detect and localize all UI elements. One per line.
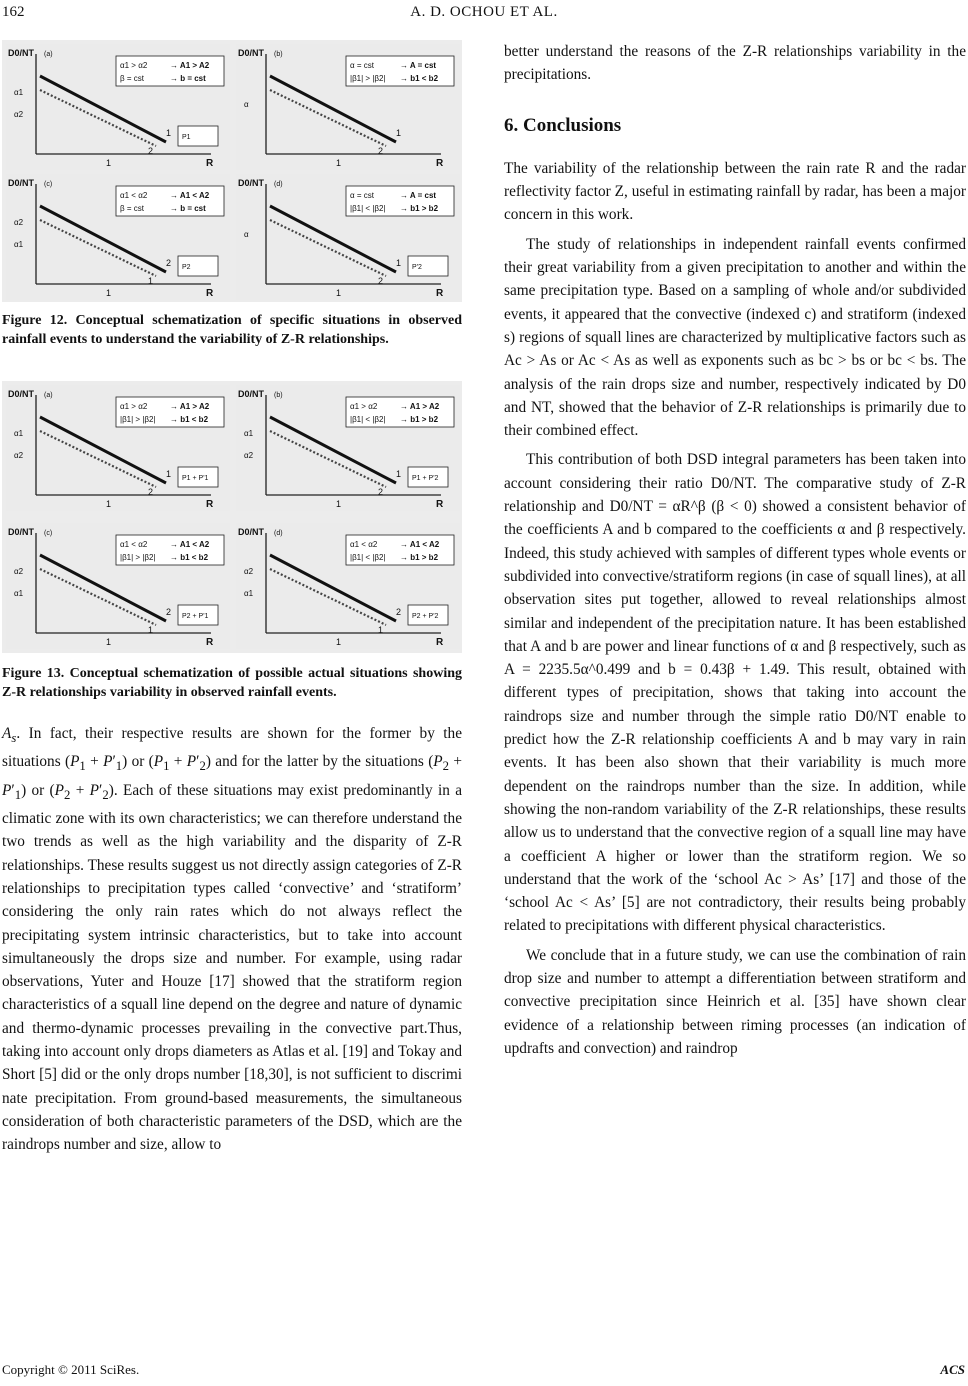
result-text: → b1 > b2 [400,553,439,562]
conclusions-paragraph-1: The variability of the relationship between the rain rate R and the radar reflectivity factor Z, useful in estimating rainfall by radar, has been a major concern in this work. [504,159,966,224]
result-text: → b = cst [170,74,206,83]
condition-text: α1 < α2 [350,540,378,549]
panel-tag: (d) [274,530,283,537]
condition-text: |β1| > |β2| [120,415,156,424]
line-label: 2 [148,146,154,156]
x-axis-label: R [436,158,444,169]
condition-text: α = cst [350,61,374,70]
condition-text: |β1| < |β2| [350,553,386,562]
relation-line-dotted [40,90,156,146]
panel-tag: (b) [274,51,283,58]
situation-label: P2 [182,264,191,271]
y-axis-label: D0/NT [238,527,265,537]
right-column [504,40,966,1060]
y-axis-label: D0/NT [238,48,265,58]
x-axis-label: R [206,637,214,648]
conclusions-paragraph-4: We conclude that in a future study, we can use the combination of rain drop size and number to attempt a differentiation between stratiform and convective precipitation since Heinrich et al. [35] have shown clear evidence of a relationship between riming processes (an indication of updrafts and convection) and raindrop [504,946,966,1057]
y-tick-label: α1 [244,429,254,438]
relation-line-dotted [270,90,386,146]
left-body-paragraph: $A_s$. In fact, their respective results are shown for the former by the situations $(P_1 + P'_1)$ or $(P_1 + P'_2)$ and for the latter by the situations $(P_2 + P'_1)$ or $(P_2 + P'_2)$. Each of these situations may exist predominantly in a climatic zone with its own characteristics; we can therefore understand the two trends as well as the high variability and the disparity of Z-R relationships. These results suggest us not directly assign categories of Z-R relationships to precipitation types called ‘convective’ and ‘stratiform’ considering the only rain rates which do not always reflect the precipitating system intrinsic characteristics, but to take into account simultaneously the drops size and number. For example, using radar observations, Yuter and Houze [17] showed that the stratiform region characteristics of a squall line depend on the degree and nature of dynamic and thermo-dynamic processes prevailing in the convective part.Thus, taking into account only drops diameters as Atlas et al. [19] and Tokay and Short [5] did or the only drops number [18,30], is not sufficient to discrimi nate precipitation. From ground-based measurements, the simultaneous consideration of both characteristic parameters of the DSD, which are the raindrops number and size, allow to [2,725,462,1154]
result-text: → A1 > A2 [400,402,440,411]
situation-label: P2 + P'1 [182,613,209,620]
y-tick-label: α1 [244,589,254,598]
result-text: → b1 > b2 [400,415,439,424]
figure-12-panel [236,44,460,170]
right-continuation-paragraph: better understand the reasons of the Z-R relationships variability in the precipitations. [504,43,966,84]
y-tick-label: α1 [14,88,24,97]
result-text: → b = cst [170,204,206,213]
figure-12-panel-svg [236,44,460,170]
condition-text: |β1| < |β2| [350,204,386,213]
line-label: 1 [148,625,154,635]
x-axis-label: R [206,158,214,169]
result-text: → b1 < b2 [170,553,209,562]
figure-13-panel [236,385,460,511]
result-text: → A = cst [400,191,437,200]
condition-text: α1 < α2 [120,191,148,200]
y-axis-label: D0/NT [8,48,35,58]
x-tick-label: 1 [336,288,342,298]
situation-label: P1 + P'1 [182,475,209,482]
condition-text: α1 > α2 [120,402,148,411]
result-text: → A1 < A2 [170,540,210,549]
condition-text: α1 > α2 [120,61,148,70]
figure-13-panel-svg [6,523,230,649]
figure-13-panel [6,523,230,649]
result-text: → b1 > b2 [400,204,439,213]
line-label: 1 [148,276,154,286]
x-axis-label: R [436,499,444,510]
condition-text: α = cst [350,191,374,200]
figure-12 [2,40,462,302]
panel-tag: (d) [274,181,283,188]
situation-label: P'2 [412,264,422,271]
line-label: 1 [396,258,402,268]
condition-text: β = cst [120,74,144,83]
y-tick-label: α [244,230,249,239]
x-tick-label: 1 [106,499,112,509]
relation-line-dotted [270,569,386,625]
relation-line-dotted [270,431,386,487]
line-label: 1 [166,469,172,479]
figure-13-panel [6,385,230,511]
figure-13 [2,381,462,653]
panel-tag: (a) [44,392,53,399]
figure-13-caption: Figure 13. Conceptual schematization of possible actual situations showing Z-R relationships variability in observed rainfall events. [2,666,463,700]
y-tick-label: α2 [14,451,24,460]
line-label: 1 [396,469,402,479]
figure-13-panel-svg [236,523,460,649]
y-axis-label: D0/NT [8,389,35,399]
result-text: → A1 < A2 [170,191,210,200]
panel-tag: (c) [44,530,53,537]
figure-13-panel [236,523,460,649]
situation-label: P1 + P'2 [412,475,439,482]
y-tick-label: α1 [14,589,24,598]
result-text: → b1 < b2 [170,415,209,424]
x-tick-label: 1 [106,637,112,647]
x-axis-label: R [206,288,214,299]
line-label: 1 [396,128,402,138]
figure-12-panel-svg [236,174,460,300]
condition-text: |β1| > |β2| [350,74,386,83]
running-header-authors: A. D. OCHOU ET AL. [410,4,558,20]
x-tick-label: 1 [336,637,342,647]
left-column [2,40,462,1156]
result-text: → A1 < A2 [400,540,440,549]
x-tick-label: 1 [106,288,112,298]
figure-12-panel-svg [6,44,230,170]
section-title-conclusions: 6. Conclusions [504,114,622,136]
panel-tag: (c) [44,181,53,188]
y-axis-label: D0/NT [238,178,265,188]
figure-12-panel-svg [6,174,230,300]
y-axis-label: D0/NT [8,527,35,537]
y-tick-label: α2 [14,110,24,119]
figure-12-panel [6,174,230,300]
panel-tag: (b) [274,392,283,399]
y-tick-label: α2 [244,451,254,460]
y-axis-label: D0/NT [8,178,35,188]
relation-line-dotted [270,220,386,276]
line-label: 2 [378,146,384,156]
line-label: 2 [166,258,172,268]
x-axis-label: R [436,288,444,299]
condition-text: β = cst [120,204,144,213]
y-tick-label: α [244,100,249,109]
relation-line-dotted [40,220,156,276]
result-text: → A = cst [400,61,437,70]
x-tick-label: 1 [336,158,342,168]
footer-journal: ACS [940,1362,965,1377]
figure-13-panel-svg [6,385,230,511]
x-tick-label: 1 [106,158,112,168]
relation-line-dotted [40,431,156,487]
line-label: 2 [396,607,402,617]
figure-12-caption: Figure 12. Conceptual schematization of specific situations in observed rainfall events to understand the variability of Z-R relationships. [2,313,463,347]
result-text: → b1 < b2 [400,74,439,83]
line-label: 2 [166,607,172,617]
y-tick-label: α2 [244,567,254,576]
y-tick-label: α2 [14,567,24,576]
line-label: 2 [378,276,384,286]
situation-label: P2 + P'2 [412,613,439,620]
condition-text: α1 > α2 [350,402,378,411]
conclusions-paragraph-3: This contribution of both DSD integral parameters has been taken into account considering their ratio D0/NT. The comparative study of Z-R relationship and D0/NT = αR^β (β < 0) showed a consistent behavior of the coefficients A and b compared to the coefficients α and β respectively. Indeed, this study achieved with samples of different types whole events or subdivided into convective/stratiform regions (in case of squall lines), at all observation sites put together, allowed to reveal relationships almost similar and independent of the precipitation nature. It has been established that A and b are power and linear functions of α and β respectively, such as A = 2235.5α^0.499 and b = 0.43β + 1.49. This result, obtained with different types of precipitation, shows that taking into account the raindrops size and number through the simple ratio D0/NT enable to predict how the Z-R relationship coefficients A and b may vary in rain events. It has been also shown that their variability is much more dependent on the raindrops number than the size. In addition, while showing the non-random variability of the Z-R relationships, these results allow us to understand that the convective region of a squall line may have a coefficient A higher or lower than the stratiform region. We so understand that the work of the ‘school Ac > As’ [17] and those of the ‘school Ac < As’ [5] are not contradictory, their results being probably related to precipitations with different physical characteristics. [504,451,966,935]
footer-copyright: Copyright © 2011 SciRes. [2,1362,140,1377]
conclusions-paragraph-2: The study of relationships in independent rainfall events confirmed their great variability from a given precipitation to another and within the same precipitation type. Based on a sampling of whole and/or subdivided events, it appeared that the convective (indexed c) and stratiform (indexed s) regions of squall lines are characterized by multiplicative factors such as Ac > As or Ac < As as well as exponents such as bc > bs or bc < bs. The analysis of the rain drops size and number, respectively indicated by D0 and NT, showed that the behavior of Z-R relationships is primarily due to their combined effect. [504,235,966,440]
y-axis-label: D0/NT [238,389,265,399]
figure-13-panel-svg [236,385,460,511]
situation-label: P1 [182,134,191,141]
line-label: 2 [378,487,384,497]
condition-text: |β1| < |β2| [350,415,386,424]
page-number: 162 [2,4,25,20]
figure-12-panel [236,174,460,300]
relation-line-dotted [40,569,156,625]
y-tick-label: α1 [14,240,24,249]
result-text: → A1 > A2 [170,402,210,411]
x-tick-label: 1 [336,499,342,509]
panel-tag: (a) [44,51,53,58]
line-label: 1 [166,128,172,138]
x-axis-label: R [206,499,214,510]
condition-text: α1 < α2 [120,540,148,549]
result-text: → A1 > A2 [170,61,210,70]
figure-12-panel [6,44,230,170]
line-label: 1 [378,625,384,635]
y-tick-label: α2 [14,218,24,227]
line-label: 2 [148,487,154,497]
y-tick-label: α1 [14,429,24,438]
condition-text: |β1| > |β2| [120,553,156,562]
x-axis-label: R [436,637,444,648]
